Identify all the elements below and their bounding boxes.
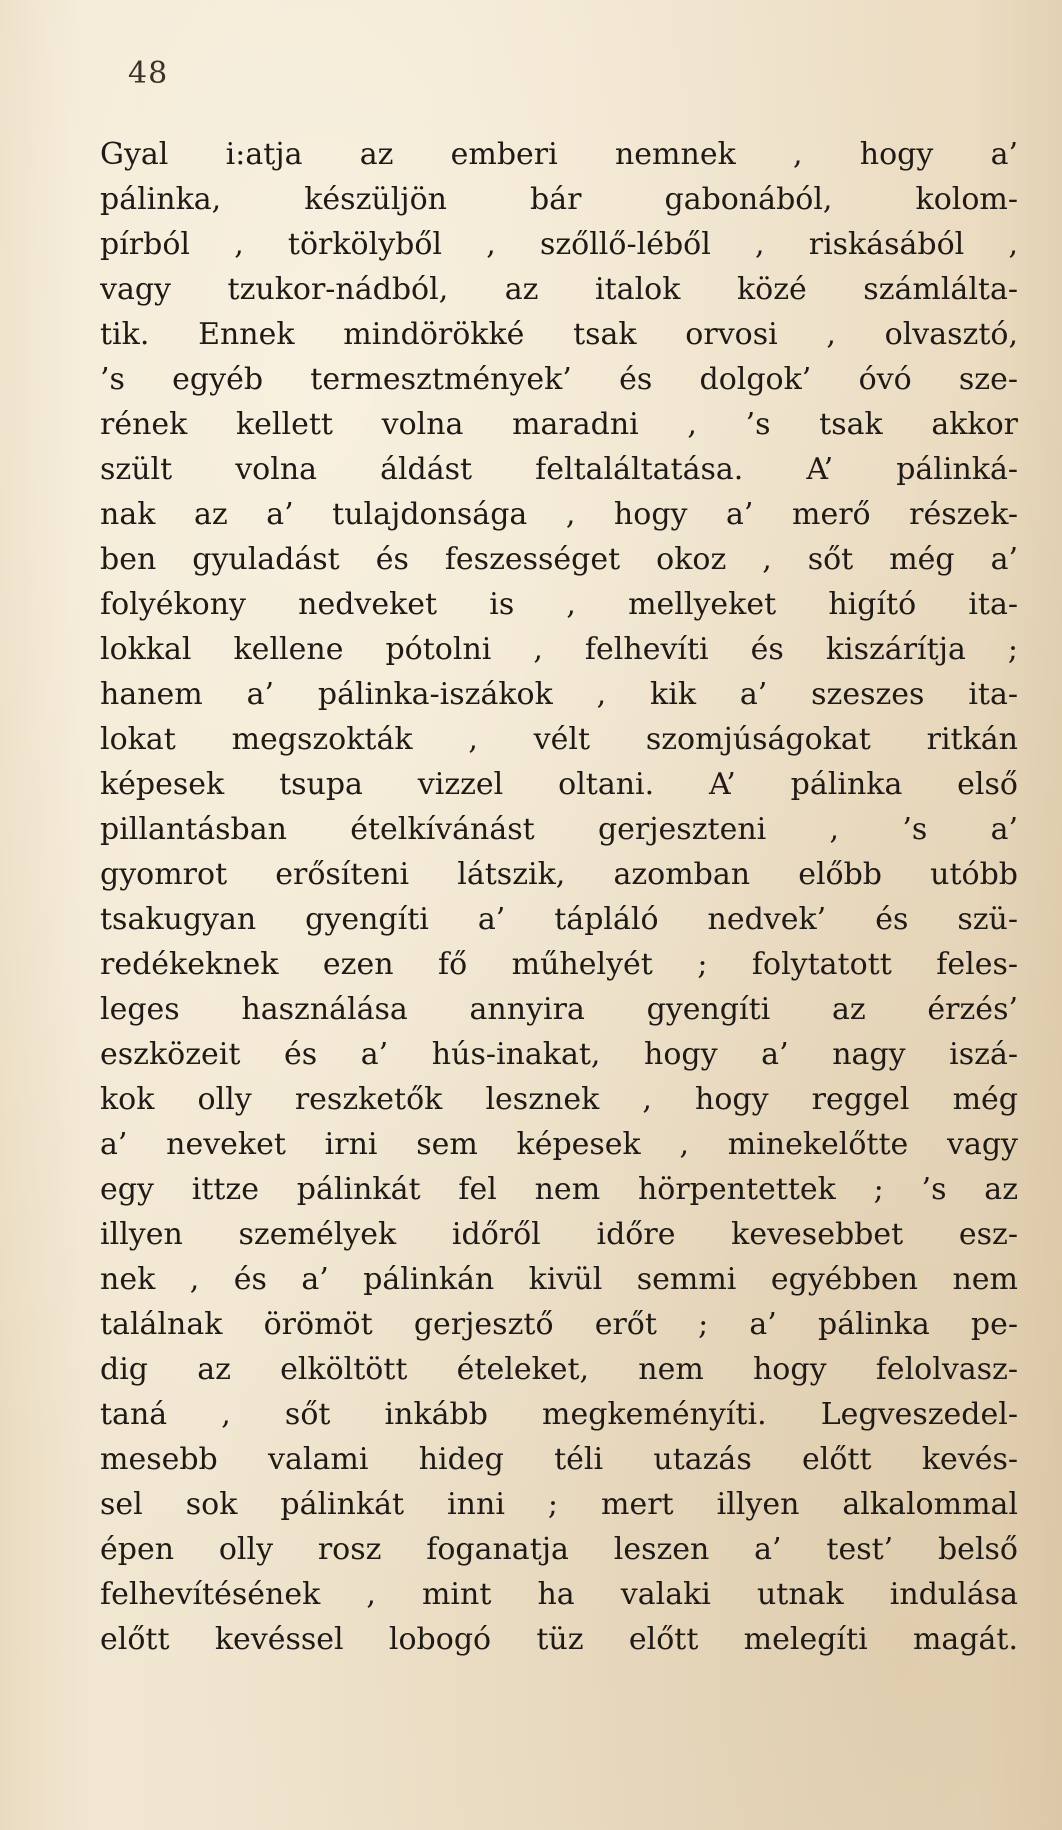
text-line: pillantásban ételkívánást gerjeszteni , ’s a’ bbox=[100, 812, 1018, 847]
text-line: lokat megszokták , vélt szomjúságokat ritkán bbox=[100, 722, 1018, 757]
text-line: képesek tsupa vizzel oltani. A’ pálinka első bbox=[100, 767, 1018, 802]
text-line: pírból , törkölyből , szőllő-léből , riskásából , bbox=[100, 227, 1018, 262]
text-line: szült volna áldást feltaláltatása. A’ pálinká- bbox=[100, 452, 1018, 487]
text-line: lokkal kellene pótolni , felhevíti és kiszárítja ; bbox=[100, 632, 1018, 667]
text-line: egy ittze pálinkát fel nem hörpentettek ; ’s az bbox=[100, 1172, 1018, 1207]
text-line: Gyal i:atja az emberi nemnek , hogy a’ bbox=[100, 137, 1018, 172]
text-line: előtt kevéssel lobogó tüz előtt melegíti magát. bbox=[100, 1622, 1018, 1657]
text-line: sel sok pálinkát inni ; mert illyen alkalommal bbox=[100, 1487, 1018, 1522]
text-line: kok olly reszketők lesznek , hogy reggel még bbox=[100, 1082, 1018, 1117]
text-line: vagy tzukor-nádból, az italok közé számlálta- bbox=[100, 272, 1018, 307]
text-line: épen olly rosz foganatja leszen a’ test’ belső bbox=[100, 1532, 1018, 1567]
text-line: nak az a’ tulajdonsága , hogy a’ merő részek- bbox=[100, 497, 1018, 532]
text-line: dig az elköltött ételeket, nem hogy felolvasz- bbox=[100, 1352, 1018, 1387]
text-line: illyen személyek időről időre kevesebbet esz- bbox=[100, 1217, 1018, 1252]
text-line: mesebb valami hideg téli utazás előtt kevés- bbox=[100, 1442, 1018, 1477]
page-number: 48 bbox=[128, 56, 169, 91]
text-line: folyékony nedveket is , mellyeket higító ita- bbox=[100, 587, 1018, 622]
text-line: redékeknek ezen fő műhelyét ; folytatott feles- bbox=[100, 947, 1018, 982]
text-line: eszközeit és a’ hús-inakat, hogy a’ nagy iszá- bbox=[100, 1037, 1018, 1072]
text-line: tik. Ennek mindörökké tsak orvosi , olvasztó, bbox=[100, 317, 1018, 352]
body-text bbox=[100, 132, 1018, 1662]
text-line: találnak örömöt gerjesztő erőt ; a’ pálinka pe- bbox=[100, 1307, 1018, 1342]
text-line: gyomrot erősíteni látszik, azomban előbb utóbb bbox=[100, 857, 1018, 892]
text-line: leges használása annyira gyengíti az érzés’ bbox=[100, 992, 1018, 1027]
text-line: ben gyuladást és feszességet okoz , sőt még a’ bbox=[100, 542, 1018, 577]
text-line: a’ neveket irni sem képesek , minekelőtte vagy bbox=[100, 1127, 1018, 1162]
text-line: pálinka, készüljön bár gabonából, kolom- bbox=[100, 182, 1018, 217]
text-line: rének kellett volna maradni , ’s tsak akkor bbox=[100, 407, 1018, 442]
text-line: hanem a’ pálinka-iszákok , kik a’ szeszes ita- bbox=[100, 677, 1018, 712]
text-line: ’s egyéb termesztmények’ és dolgok’ óvó sze- bbox=[100, 362, 1018, 397]
text-line: tsakugyan gyengíti a’ tápláló nedvek’ és szü- bbox=[100, 902, 1018, 937]
text-line: taná , sőt inkább megkeményíti. Legveszedel- bbox=[100, 1397, 1018, 1432]
text-line: nek , és a’ pálinkán kivül semmi egyébben nem bbox=[100, 1262, 1018, 1297]
text-line: felhevítésének , mint ha valaki utnak indulása bbox=[100, 1577, 1018, 1612]
